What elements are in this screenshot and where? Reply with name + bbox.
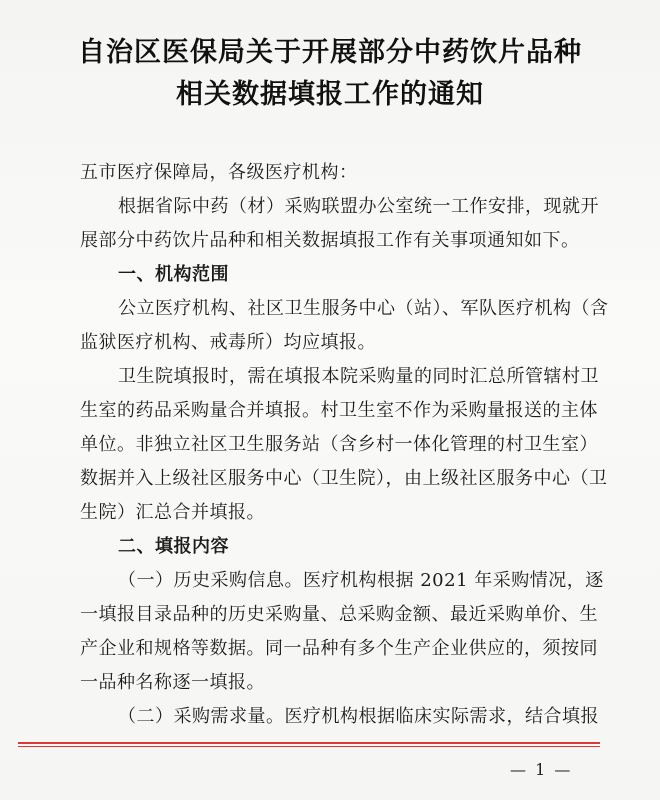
document-title-line-2: 相关数据填报工作的通知 (176, 79, 484, 110)
paragraph-line: 生室的药品采购量合并填报。村卫生室不作为采购量报送的主体 (80, 400, 598, 421)
bleed-through-text (190, 8, 202, 24)
paragraph-line: 单位。非独立社区卫生服务站（含乡村一体化管理的村卫生室） (80, 434, 598, 455)
paragraph-line: 公立医疗机构、社区卫生服务中心（站）、军队医疗机构（含 (118, 298, 609, 319)
paragraph-line: 产企业和规格等数据。同一品种有多个生产企业供应的，须按同 (80, 638, 598, 659)
paragraph-line: 一品种名称逐一填报。 (80, 672, 265, 693)
red-divider-line-thin (18, 746, 600, 747)
paragraph-line: 数据并入上级社区服务中心（卫生院），由上级社区服务中心（卫 (80, 468, 608, 489)
section-heading-scope: 一、机构范围 (118, 264, 229, 285)
paragraph-line: 根据省际中药（材）采购联盟办公室统一工作安排，现就开 (118, 196, 599, 217)
section-heading-content: 二、填报内容 (118, 536, 229, 557)
paragraph-line: 卫生院填报时，需在填报本院采购量的同时汇总所管辖村卫 (118, 366, 599, 387)
red-divider-line (18, 742, 600, 744)
paragraph-line: 一填报目录品种的历史采购量、总采购金额、最近采购单价、生 (80, 604, 598, 625)
paragraph-line: （一）历史采购信息。医疗机构根据 2021 年采购情况，逐 (118, 570, 604, 591)
addressee: 五市医疗保障局，各级医疗机构： (80, 162, 358, 183)
document-title-line-1: 自治区医保局关于开展部分中药饮片品种 (78, 37, 582, 68)
paragraph-line: 监狱医疗机构、戒毒所）均应填报。 (80, 332, 376, 353)
paragraph-line: 展部分中药饮片品种和相关数据填报工作有关事项通知如下。 (80, 230, 580, 251)
paragraph-line: 生院）汇总合并填报。 (80, 502, 265, 523)
paragraph-line: （二）采购需求量。医疗机构根据临床实际需求，结合填报 (118, 706, 599, 727)
page-number: — 1 — (510, 760, 573, 779)
